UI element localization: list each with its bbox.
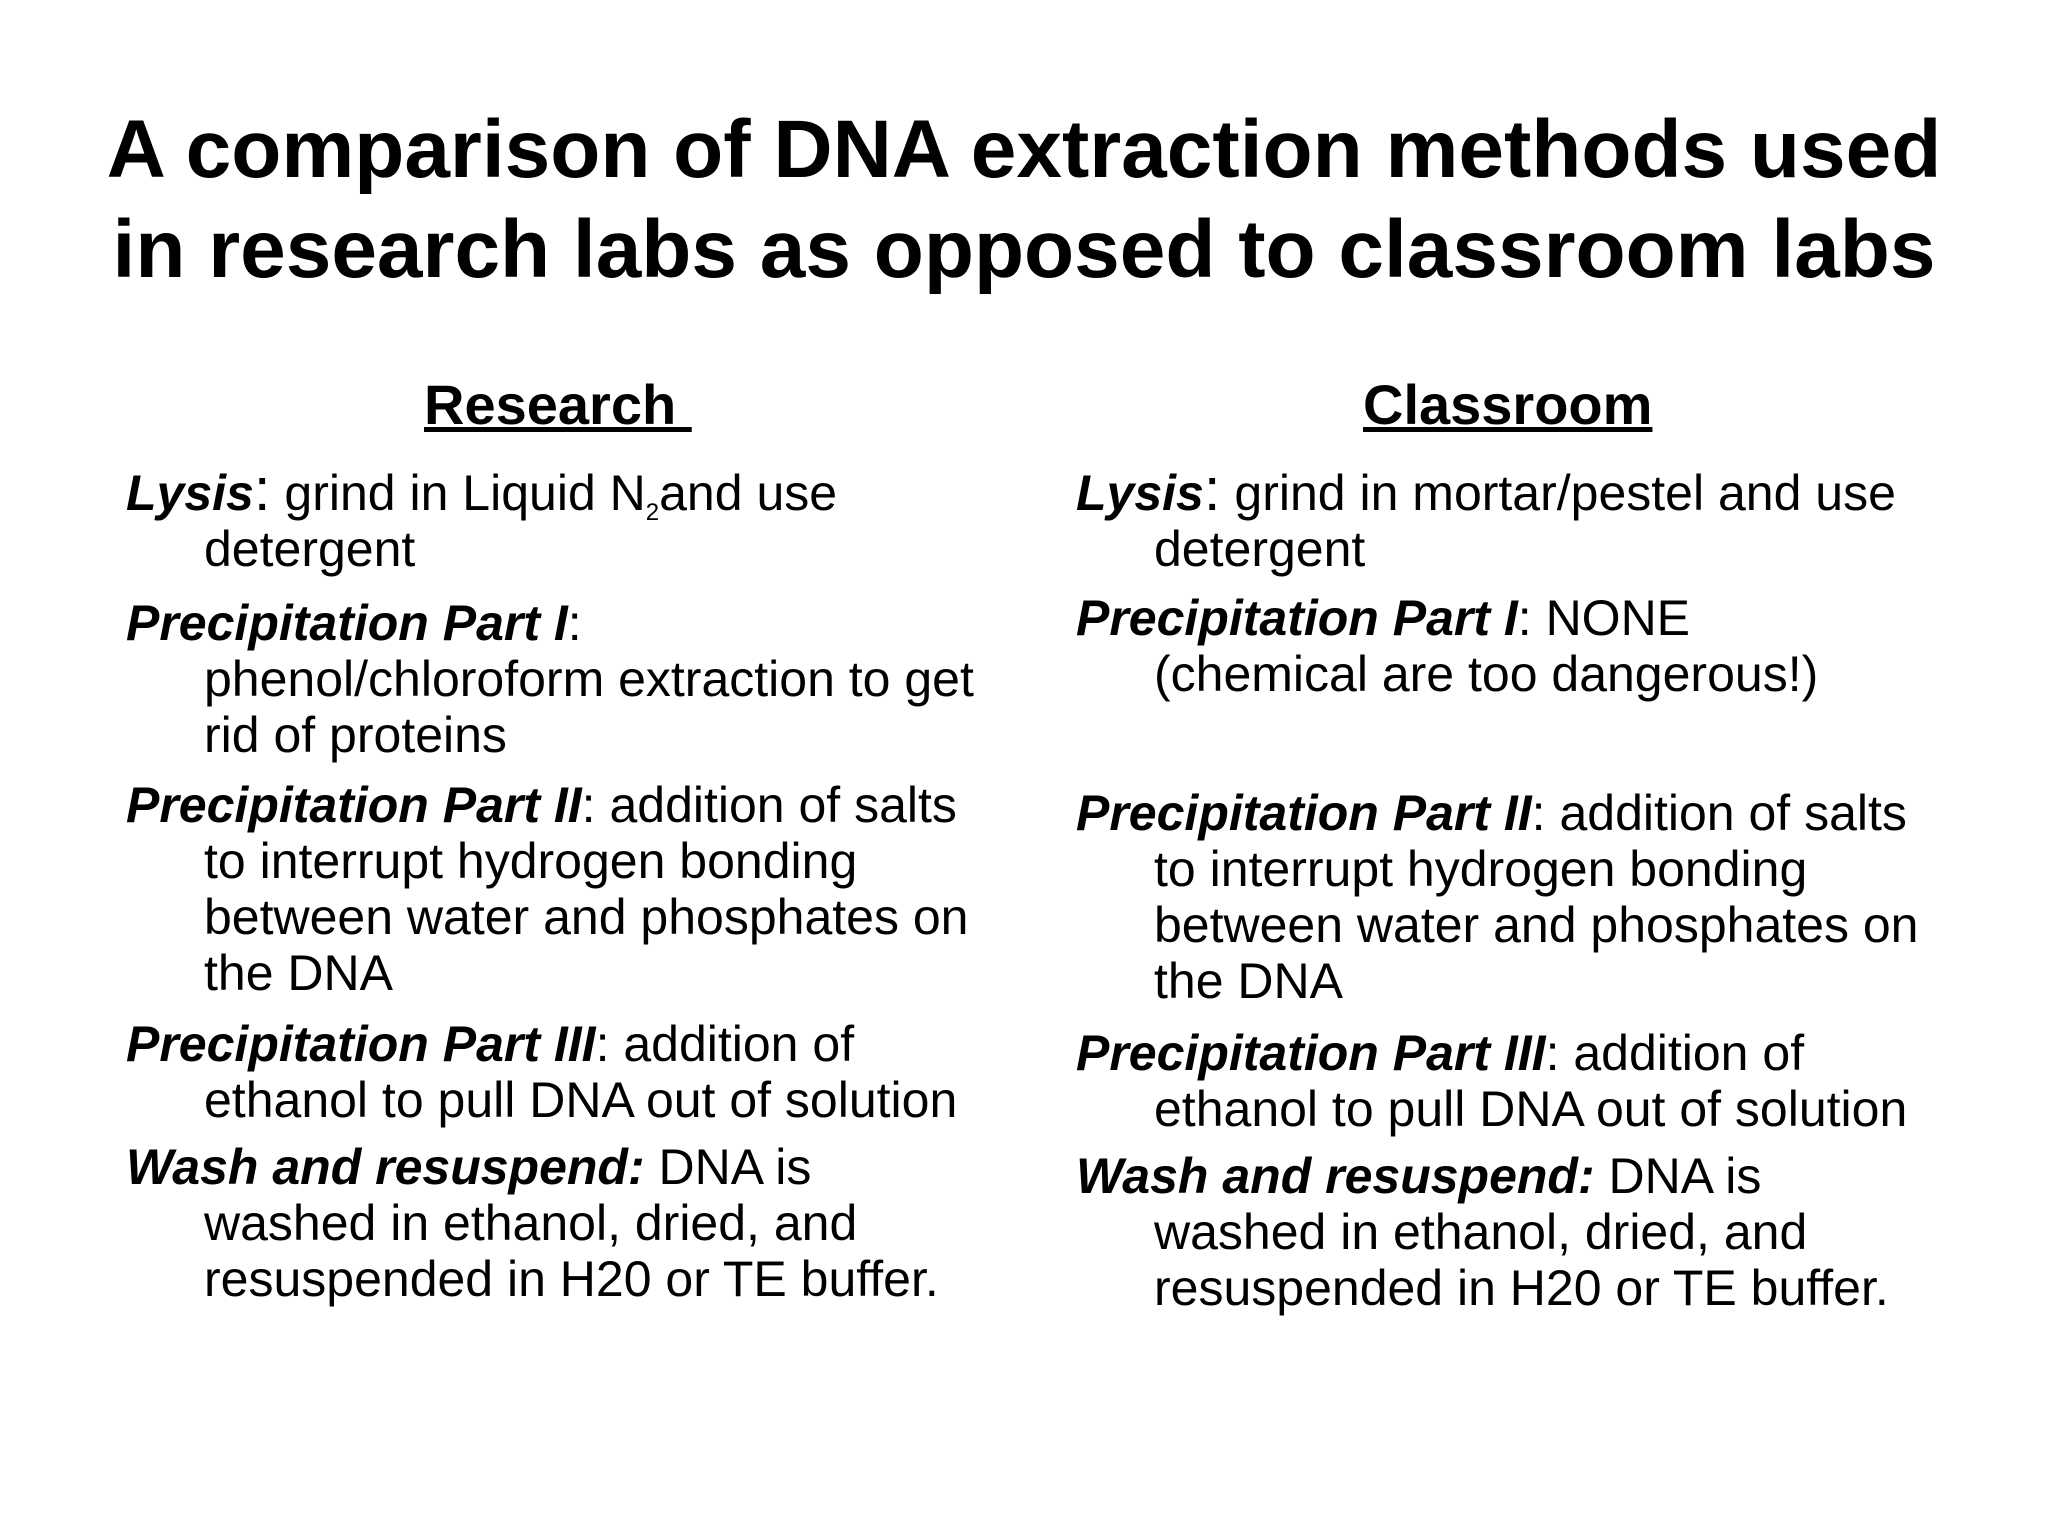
research-wash-first: DNA is <box>644 1139 812 1195</box>
research-lysis-subscript: 2 <box>645 499 660 526</box>
classroom-precip3-entry <box>1076 1025 1907 1137</box>
research-lysis-text-b: and use <box>659 465 838 521</box>
research-precip2-line: the DNA <box>204 945 393 1001</box>
research-precip2-entry <box>126 777 968 1001</box>
research-wash-line: resuspended in H20 or TE buffer. <box>204 1251 939 1307</box>
research-lysis-label: Lysis <box>126 465 254 521</box>
research-precip1-label: Precipitation Part I <box>126 595 568 651</box>
classroom-precip1-label: Precipitation Part I <box>1076 590 1518 646</box>
research-wash-line: washed in ethanol, dried, and <box>204 1195 858 1251</box>
classroom-precip1-first: : NONE <box>1517 590 1691 646</box>
classroom-wash-entry <box>1076 1148 1889 1316</box>
classroom-precip2-first: : addition of salts <box>1531 785 1907 841</box>
research-precip3-label: Precipitation Part III <box>126 1016 596 1072</box>
classroom-precip3-line: ethanol to pull DNA out of solution <box>1154 1081 1908 1137</box>
classroom-precip3-first: : addition of <box>1545 1025 1805 1081</box>
research-precip2-line: to interrupt hydrogen bonding <box>204 833 858 889</box>
classroom-lysis-label: Lysis <box>1076 465 1204 521</box>
research-precip3-first: : addition of <box>595 1016 855 1072</box>
classroom-lysis-line: detergent <box>1154 521 1366 577</box>
research-precip1-entry <box>126 595 974 763</box>
research-wash-entry <box>126 1139 939 1307</box>
classroom-wash-line: resuspended in H20 or TE buffer. <box>1154 1260 1889 1316</box>
research-precip2-first: : addition of salts <box>581 777 957 833</box>
research-precip1-line: phenol/chloroform extraction to get <box>204 651 974 707</box>
research-precip2-label: Precipitation Part II <box>126 777 582 833</box>
classroom-precip1-entry <box>1076 590 1818 702</box>
research-precip3-entry <box>126 1016 957 1128</box>
classroom-lysis-first: grind in mortar/pestel and use <box>1220 465 1896 521</box>
title-line-1: A comparison of DNA extraction methods used <box>106 104 1942 195</box>
classroom-precip3-label: Precipitation Part III <box>1076 1025 1546 1081</box>
research-lysis-text-a: grind in Liquid N <box>270 465 646 521</box>
classroom-precip1-line: (chemical are too dangerous!) <box>1154 646 1819 702</box>
title-line-2: in research labs as opposed to classroom labs <box>112 204 1936 295</box>
research-precip3-line: ethanol to pull DNA out of solution <box>204 1072 958 1128</box>
classroom-precip2-line: the DNA <box>1154 953 1343 1009</box>
classroom-column-header: Classroom <box>1363 373 1653 436</box>
research-lysis-colon: : <box>253 456 271 523</box>
classroom-wash-label: Wash and resuspend: <box>1076 1148 1595 1204</box>
research-column-header: Research <box>424 373 692 436</box>
classroom-precip2-label: Precipitation Part II <box>1076 785 1532 841</box>
classroom-precip2-line: between water and phosphates on <box>1154 897 1919 953</box>
research-lysis-entry <box>126 456 838 577</box>
classroom-precip2-line: to interrupt hydrogen bonding <box>1154 841 1808 897</box>
research-precip1-line: rid of proteins <box>204 707 507 763</box>
research-wash-label: Wash and resuspend: <box>126 1139 645 1195</box>
classroom-lysis-colon: : <box>1203 456 1221 523</box>
slide-title <box>80 100 1968 300</box>
classroom-wash-first: DNA is <box>1594 1148 1762 1204</box>
classroom-precip2-entry <box>1076 785 1918 1009</box>
research-precip2-line: between water and phosphates on <box>204 889 969 945</box>
classroom-lysis-entry <box>1076 456 1896 577</box>
classroom-wash-line: washed in ethanol, dried, and <box>1154 1204 1808 1260</box>
research-precip1-first: : <box>567 595 582 651</box>
research-lysis-line: detergent <box>204 521 416 577</box>
